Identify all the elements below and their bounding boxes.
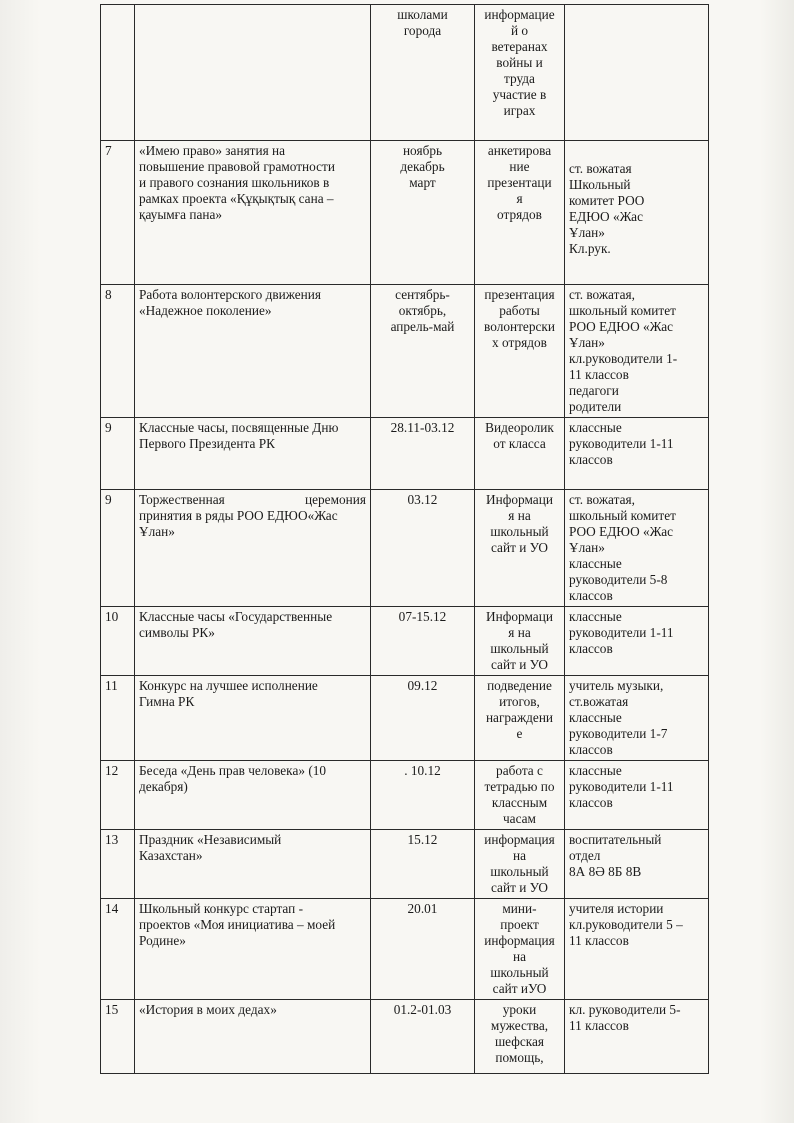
- responsible-line: воспитательный: [569, 832, 662, 847]
- event-date-line: 28.11-03.12: [390, 420, 455, 435]
- event-form-line: помощь,: [495, 1050, 544, 1065]
- responsible-line: РОО ЕДЮО «Жас: [569, 319, 674, 334]
- responsible: [565, 1000, 709, 1074]
- event-date-line: 15.12: [407, 832, 438, 847]
- event-form: [475, 141, 565, 285]
- event-name-line: Казахстан»: [139, 848, 203, 863]
- row-number: 13: [101, 830, 135, 899]
- table-row: [101, 490, 709, 607]
- responsible-line: Ұлан»: [569, 335, 605, 350]
- event-date: [371, 285, 475, 418]
- event-date-line: ноябрь: [402, 143, 443, 158]
- event-name: [135, 830, 371, 899]
- event-date-line: города: [403, 23, 442, 38]
- responsible-line: комитет РОО: [569, 193, 645, 208]
- event-name: [135, 607, 371, 676]
- table-row: [101, 1000, 709, 1074]
- event-form-line: школьный: [490, 965, 549, 980]
- event-form-line: школьный: [490, 641, 549, 656]
- responsible-line: руководители 1-7: [569, 726, 668, 741]
- event-date: [371, 761, 475, 830]
- responsible-line: кл.руководители 1-: [569, 351, 678, 366]
- responsible: [565, 5, 709, 141]
- event-form-line: труда: [504, 71, 535, 86]
- responsible-line: руководители 1-11: [569, 436, 674, 451]
- responsible-line: классные: [569, 556, 622, 571]
- event-form: [475, 607, 565, 676]
- responsible-line: ст. вожатая,: [569, 287, 635, 302]
- event-date-line: 20.01: [407, 901, 438, 916]
- event-date: [371, 490, 475, 607]
- event-date: [371, 607, 475, 676]
- row-number: 12: [101, 761, 135, 830]
- table-row: [101, 141, 709, 285]
- event-name-line: рамках проекта «Құқықтық сана –: [139, 191, 334, 206]
- event-date: [371, 5, 475, 141]
- event-date: [371, 418, 475, 490]
- event-name-line: Работа волонтерского движения: [139, 287, 322, 302]
- event-form-line: я: [516, 191, 523, 206]
- responsible-line: ЕДЮО «Жас: [569, 209, 643, 224]
- responsible-line: 11 классов: [569, 1018, 629, 1033]
- event-form-line: школьный: [490, 864, 549, 879]
- responsible-line: руководители 1-11: [569, 779, 674, 794]
- event-name: [135, 761, 371, 830]
- event-form-line: презентация: [484, 287, 555, 302]
- event-name-line: «Имею право» занятия на: [139, 143, 286, 158]
- responsible-line: классные: [569, 763, 622, 778]
- responsible-line: 11 классов: [569, 367, 629, 382]
- event-form-line: шефская: [494, 1034, 545, 1049]
- event-form-line: Информаци: [486, 492, 553, 507]
- responsible: [565, 141, 709, 285]
- event-date-line: декабрь: [400, 159, 445, 174]
- event-form-line: мужества,: [490, 1018, 549, 1033]
- event-form-line: информацие: [484, 7, 555, 22]
- event-form-line: мини-: [502, 901, 537, 916]
- responsible-line: Ұлан»: [569, 540, 605, 555]
- event-form-line: классным: [491, 795, 548, 810]
- responsible: [565, 418, 709, 490]
- row-number: 9: [101, 490, 135, 607]
- event-form-line: х отрядов: [492, 335, 547, 350]
- table-row: [101, 830, 709, 899]
- responsible-line: родители: [569, 399, 622, 414]
- responsible: [565, 830, 709, 899]
- event-name-line: қауымға пана»: [139, 207, 223, 222]
- event-form-line: на: [512, 949, 527, 964]
- event-form: [475, 761, 565, 830]
- event-form-line: награждени: [485, 710, 554, 725]
- row-number: [101, 5, 135, 141]
- event-name-line: повышение правовой грамотности: [139, 159, 335, 174]
- responsible-line: Школьный: [569, 177, 631, 192]
- table-row: [101, 418, 709, 490]
- event-date: [371, 676, 475, 761]
- event-form-line: участие в: [492, 87, 547, 102]
- table-row: [101, 761, 709, 830]
- responsible-line: Кл.рук.: [569, 241, 611, 256]
- responsible-line: 11 классов: [569, 933, 629, 948]
- event-form-line: проект: [500, 917, 539, 932]
- event-form-line: презентаци: [487, 175, 552, 190]
- responsible-line: ст. вожатая,: [569, 492, 635, 507]
- event-form-line: информация: [484, 933, 555, 948]
- event-name: [135, 285, 371, 418]
- responsible: [565, 761, 709, 830]
- event-date-line: сентябрь-: [395, 287, 450, 302]
- event-form: [475, 830, 565, 899]
- event-form-line: Видеоролик: [485, 420, 554, 435]
- responsible-line: классные: [569, 710, 622, 725]
- event-name-line: проектов «Моя инициатива – моей: [139, 917, 336, 932]
- event-name-line: Беседа «День прав человека» (10: [139, 763, 327, 778]
- responsible: [565, 490, 709, 607]
- event-date-line: . 10.12: [404, 763, 441, 778]
- responsible-line: Ұлан»: [569, 225, 605, 240]
- event-name-line: Гимна РК: [139, 694, 195, 709]
- event-date-line: март: [409, 175, 436, 190]
- event-form-line: ветеранах: [491, 39, 548, 54]
- row-number: 11: [101, 676, 135, 761]
- responsible-line: классов: [569, 795, 613, 810]
- event-form-line: подведение: [487, 678, 552, 693]
- responsible-line: педагоги: [569, 383, 619, 398]
- event-plan-table: [100, 4, 709, 1074]
- table-body: [101, 5, 709, 1074]
- responsible: [565, 676, 709, 761]
- event-date-line: 07-15.12: [398, 609, 447, 624]
- table-row: [101, 676, 709, 761]
- event-form-line: итогов,: [499, 694, 540, 709]
- event-form-line: уроки: [502, 1002, 537, 1017]
- event-name-line: «История в моих дедах»: [139, 1002, 277, 1017]
- table-row: [101, 285, 709, 418]
- event-form-line: работы: [499, 303, 540, 318]
- event-form-line: я на: [508, 625, 531, 640]
- responsible-line: классные: [569, 609, 622, 624]
- event-form: [475, 418, 565, 490]
- row-number: 7: [101, 141, 135, 285]
- event-name-line: Классные часы «Государственные: [139, 609, 333, 624]
- responsible-line: классные: [569, 420, 622, 435]
- responsible: [565, 899, 709, 1000]
- event-form: [475, 1000, 565, 1074]
- event-form-line: я на: [508, 508, 531, 523]
- event-form-line: ние: [509, 159, 530, 174]
- table-row: [101, 607, 709, 676]
- responsible-line: классов: [569, 588, 613, 603]
- responsible: [565, 607, 709, 676]
- event-form-line: отрядов: [497, 207, 542, 222]
- event-form: [475, 490, 565, 607]
- event-name: [135, 490, 371, 607]
- row-number: 14: [101, 899, 135, 1000]
- event-name: [135, 1000, 371, 1074]
- event-name-line: Торжественная церемония: [139, 492, 366, 507]
- event-name-line: и правого сознания школьников в: [139, 175, 330, 190]
- event-name: [135, 899, 371, 1000]
- responsible-line: руководители 1-11: [569, 625, 674, 640]
- event-name: [135, 5, 371, 141]
- event-name-line: Конкурс на лучшее исполнение: [139, 678, 318, 693]
- responsible: [565, 285, 709, 418]
- event-date-line: октябрь,: [398, 303, 447, 318]
- event-form-line: часам: [503, 811, 536, 826]
- event-form-line: информация: [484, 832, 555, 847]
- row-number: 15: [101, 1000, 135, 1074]
- event-name: [135, 141, 371, 285]
- event-name-line: принятия в ряды РОО ЕДЮО«Жас: [139, 508, 338, 523]
- event-form-line: сайт и УО: [490, 880, 548, 895]
- responsible-line: кл. руководители 5-: [569, 1002, 681, 1017]
- responsible-line: учителя истории: [569, 901, 664, 916]
- table-row: [101, 899, 709, 1000]
- event-form-line: е: [516, 726, 523, 741]
- row-number: 10: [101, 607, 135, 676]
- event-name: [135, 676, 371, 761]
- event-date: [371, 899, 475, 1000]
- event-form-line: сайт и УО: [490, 657, 548, 672]
- event-date-line: 03.12: [407, 492, 438, 507]
- responsible-line: учитель музыки,: [569, 678, 664, 693]
- event-form-line: работа с: [496, 763, 543, 778]
- responsible-line: ст. вожатая: [569, 161, 632, 176]
- responsible-line: классов: [569, 742, 613, 757]
- event-form-line: играх: [503, 103, 536, 118]
- responsible-line: ст.вожатая: [569, 694, 629, 709]
- responsible-line: классов: [569, 641, 613, 656]
- event-date-line: 09.12: [407, 678, 438, 693]
- table-row: [101, 5, 709, 141]
- event-name-line: декабря): [139, 779, 188, 794]
- event-form: [475, 5, 565, 141]
- event-form: [475, 676, 565, 761]
- event-form-line: от класса: [493, 436, 546, 451]
- event-form-line: на: [512, 848, 527, 863]
- event-name-line: Первого Президента РК: [139, 436, 276, 451]
- event-name-line: Родине»: [139, 933, 186, 948]
- event-name-line: Ұлан»: [139, 524, 175, 539]
- responsible-line: школьный комитет: [569, 508, 676, 523]
- event-name-line: Праздник «Независимый: [139, 832, 282, 847]
- responsible-line: руководители 5-8: [569, 572, 668, 587]
- responsible-line: школьный комитет: [569, 303, 676, 318]
- responsible-line: отдел: [569, 848, 601, 863]
- event-name-line: «Надежное поколение»: [139, 303, 272, 318]
- responsible-line: кл.руководители 5 –: [569, 917, 683, 932]
- event-name: [135, 418, 371, 490]
- event-name-line: символы РК»: [139, 625, 215, 640]
- event-form-line: й о: [510, 23, 529, 38]
- responsible-line: РОО ЕДЮО «Жас: [569, 524, 674, 539]
- event-date-line: школами: [397, 7, 448, 22]
- event-form-line: волонтерски: [484, 319, 555, 334]
- row-number: 9: [101, 418, 135, 490]
- row-number: 8: [101, 285, 135, 418]
- event-form-line: войны и: [496, 55, 543, 70]
- event-form-line: школьный: [490, 524, 549, 539]
- event-date: [371, 1000, 475, 1074]
- event-name-line: Классные часы, посвященные Дню: [139, 420, 339, 435]
- event-date-line: 01.2-01.03: [393, 1002, 452, 1017]
- responsible-line: 8А 8Ә 8Б 8В: [569, 864, 642, 879]
- event-date-line: апрель-май: [390, 319, 455, 334]
- event-form-line: Информаци: [486, 609, 553, 624]
- event-form-line: анкетирова: [487, 143, 552, 158]
- event-form-line: тетрадью по: [484, 779, 555, 794]
- event-date: [371, 141, 475, 285]
- event-date: [371, 830, 475, 899]
- event-form-line: сайт и УО: [490, 540, 548, 555]
- event-form: [475, 285, 565, 418]
- event-name-line: Школьный конкурс стартап -: [139, 901, 304, 916]
- responsible-line: классов: [569, 452, 613, 467]
- event-form-line: сайт иУО: [492, 981, 547, 996]
- event-form: [475, 899, 565, 1000]
